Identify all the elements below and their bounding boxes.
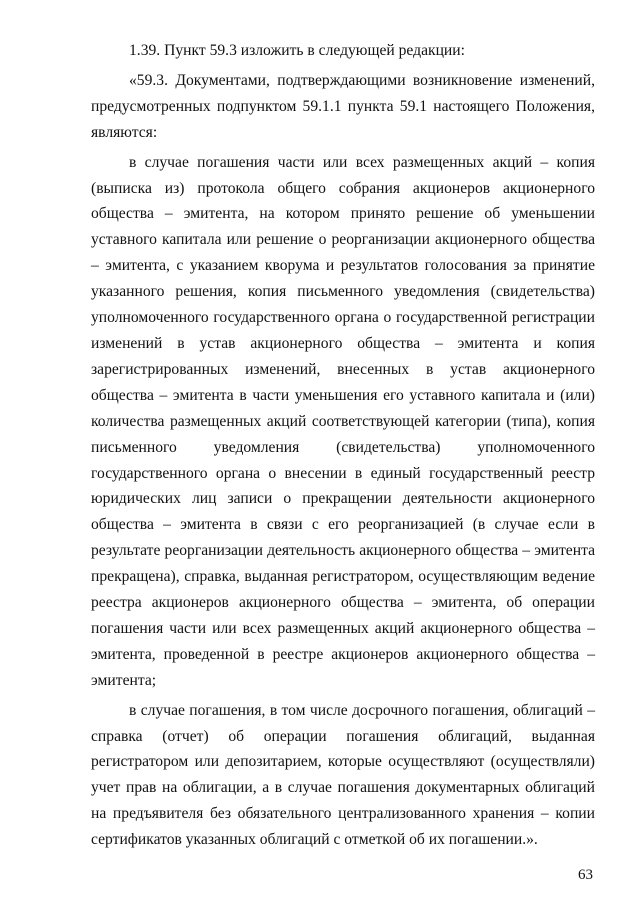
document-body xyxy=(91,38,595,853)
amendment-heading: 1.39. Пункт 59.3 изложить в следующей редакции: xyxy=(129,42,465,59)
clause-shares-redemption: в случае погашения части или всех размещенных акций – копия (выписка из) протокола общего собрания акционеров акционерного общества – эмитента, на котором принято решение об уменьшении уставного капитала или решение о реорганизации акционерного общества – эмитента, с указанием кворума и результатов голосования за принятие указанного решения, копия письменного уведомления (свидетельства) уполномоченного государственного органа о государственной регистрации изменений в устав акционерного общества – эмитента и копия зарегистрированных изменений, внесенных в устав акционерного общества – эмитента в части уменьшения его уставного капитала и (или) количества размещенных акций соответствующей категории (типа), копия письменного уведомления (свидетельства) уполномоченного государственного органа о внесении в единый государственный реестр юридических лиц записи о прекращении деятельности акционерного общества – эмитента в связи с его реорганизацией (в случае если в результате реорганизации деятельность акционерного общества – эмитента прекращена), справка, выданная регистратором, осуществляющим ведение реестра акционеров акционерного общества – эмитента, об операции погашения части или всех размещенных акций акционерного общества – эмитента, проведенной в реестре акционеров акционерного общества – эмитента; xyxy=(91,153,595,689)
clause-bonds-redemption: в случае погашения, в том числе досрочного погашения, облигаций – справка (отчет) об операции погашения облигаций, выданная регистратором или депозитарием, которые осуществляют (осуществляли) учет прав на облигации, а в случае погашения документарных облигаций на предъявителя без обязательного централизованного хранения – копии сертификатов указанных облигаций с отметкой об их погашении.». xyxy=(91,701,595,849)
page-number: 63 xyxy=(578,867,593,883)
clause-59-3-intro: «59.3. Документами, подтверждающими возникновение изменений, предусмотренных подпунктом 59.1.1 пункта 59.1 настоящего Положения, являются: xyxy=(91,71,595,141)
